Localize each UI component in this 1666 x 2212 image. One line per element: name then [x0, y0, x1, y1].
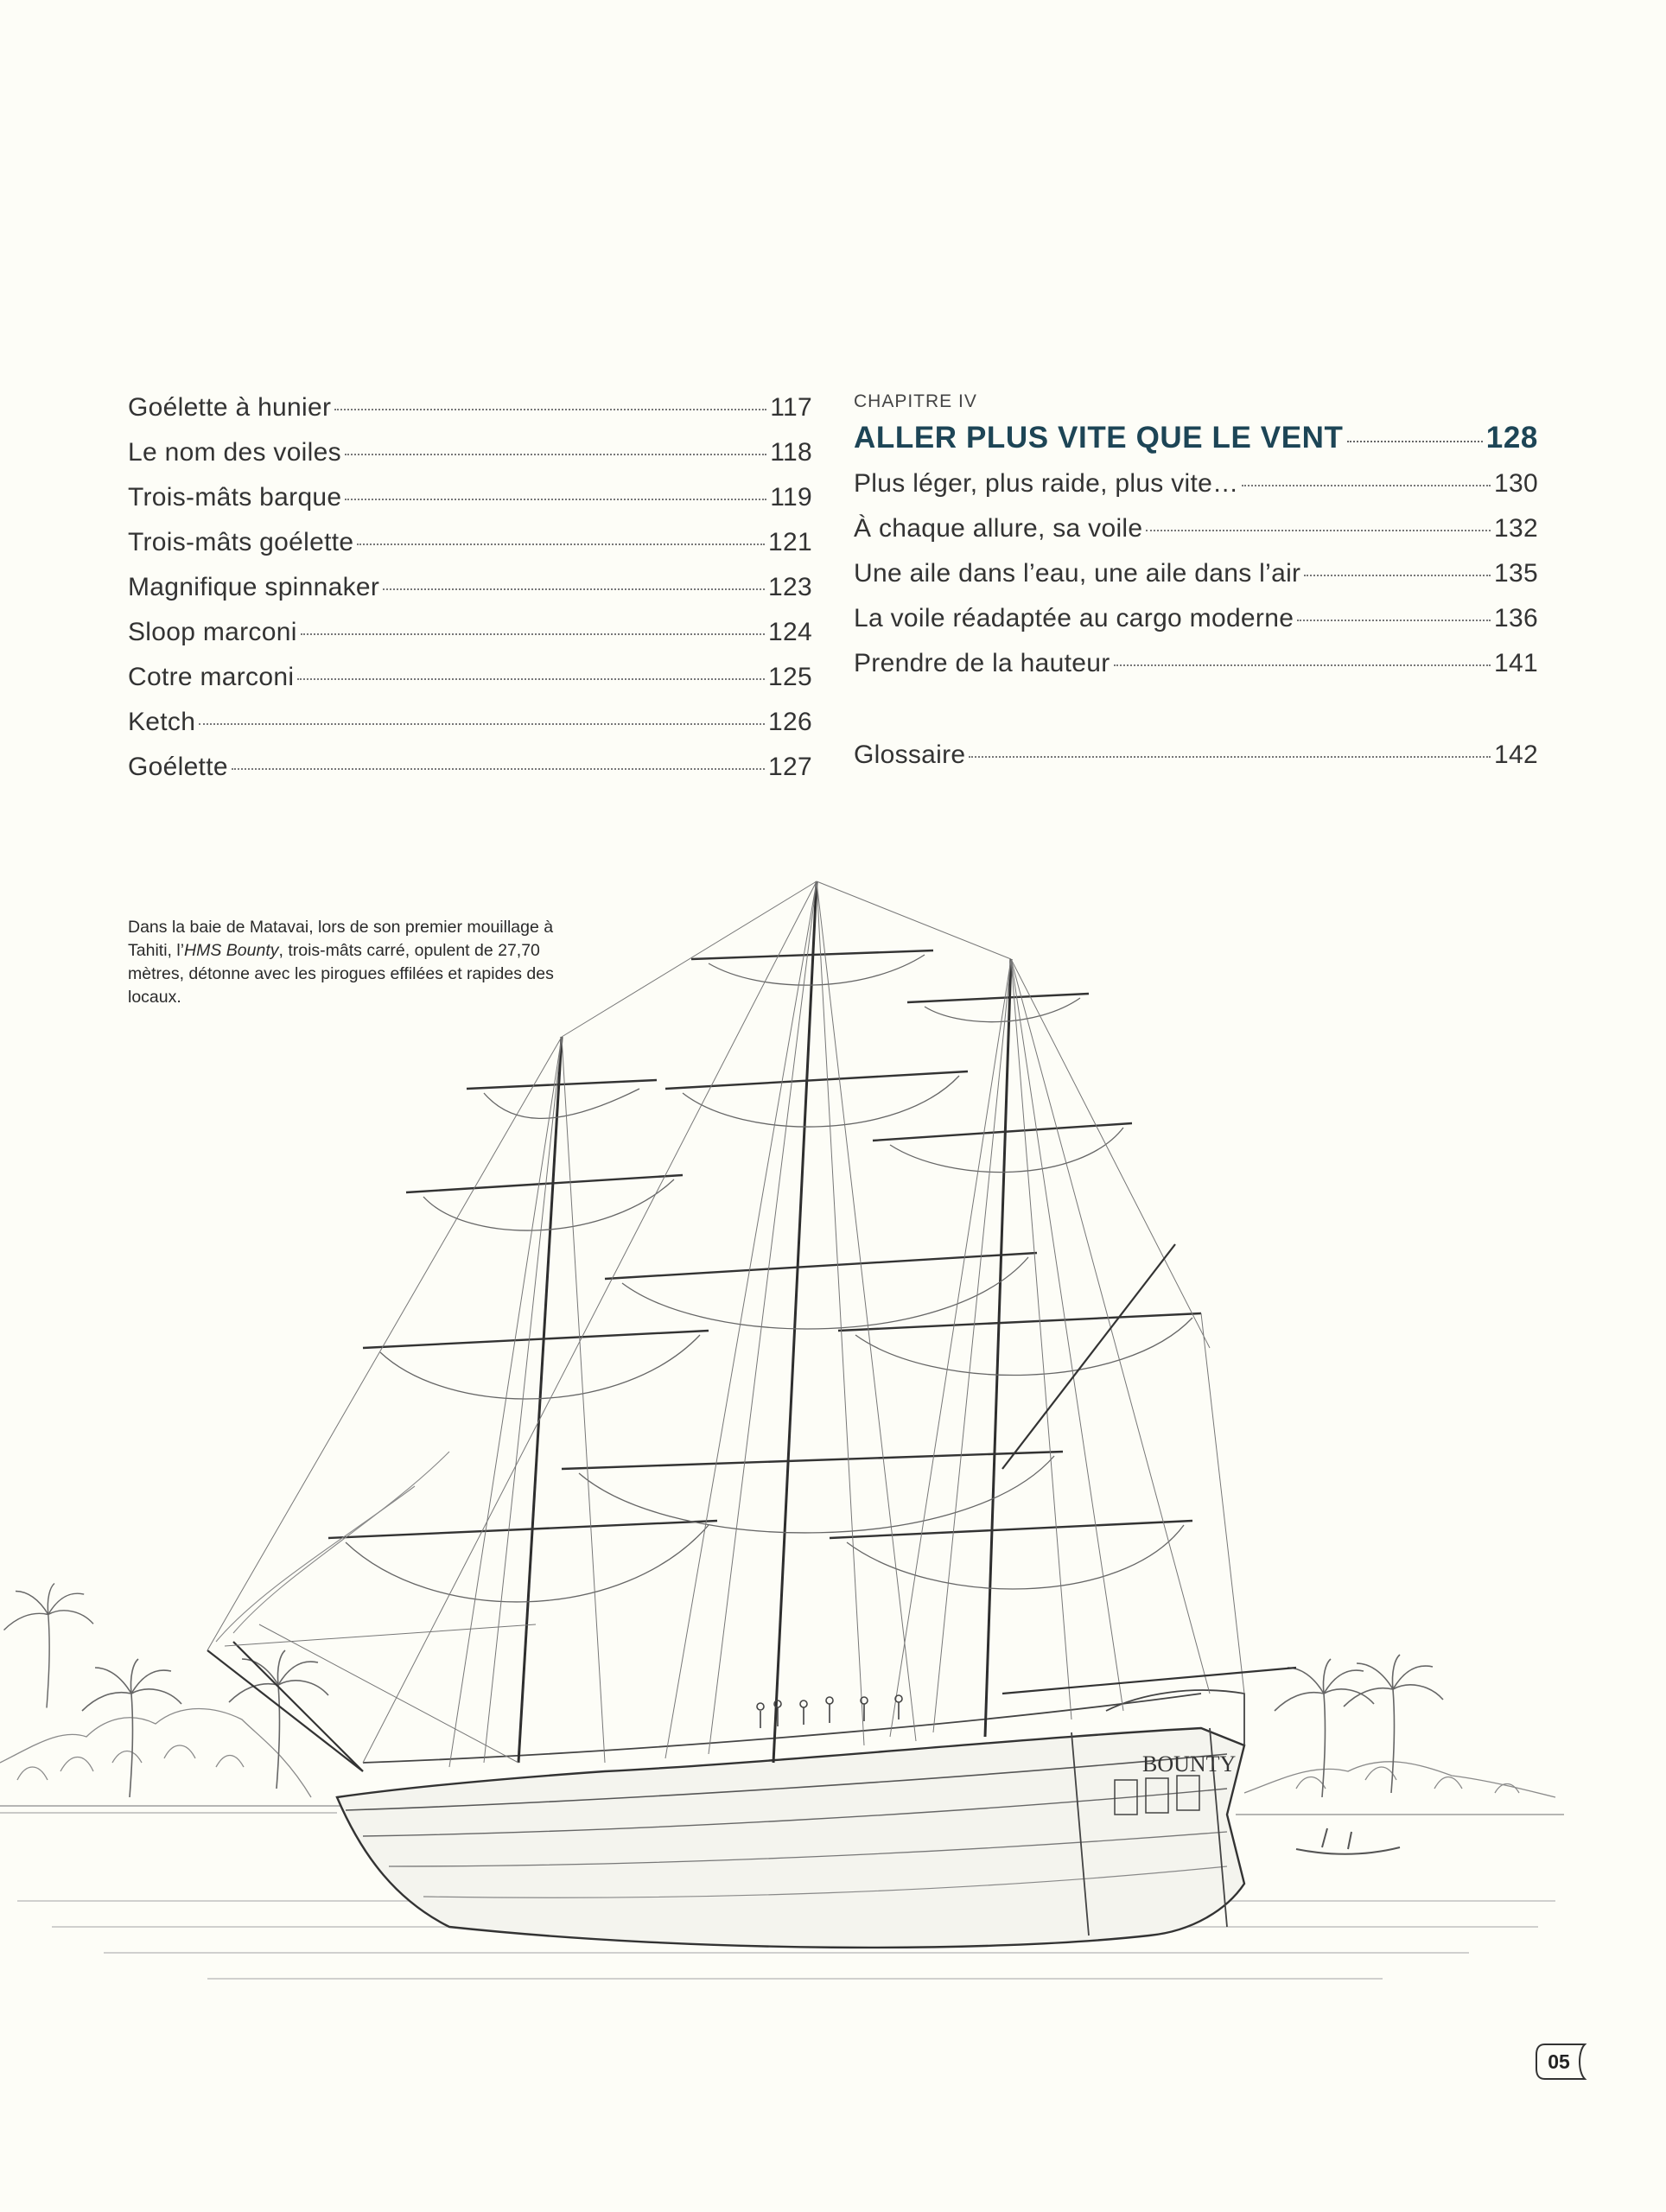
- toc-entry-label: Une aile dans l’eau, une aile dans l’air: [854, 559, 1301, 588]
- toc-entry[interactable]: [128, 618, 812, 663]
- toc-entry-page: 132: [1494, 514, 1538, 543]
- toc-entry-page: 130: [1494, 469, 1538, 498]
- toc-left-column: [128, 393, 812, 798]
- toc-entry[interactable]: [854, 604, 1538, 649]
- toc-entry-label: Le nom des voiles: [128, 438, 341, 467]
- toc-right-column: [854, 393, 1538, 785]
- toc-entry[interactable]: [128, 438, 812, 483]
- chapter-title: ALLER PLUS VITE QUE LE VENT: [854, 421, 1344, 454]
- toc-entry[interactable]: [854, 649, 1538, 694]
- ship-hull: [337, 1690, 1244, 1948]
- leader-dots: [1146, 530, 1491, 531]
- toc-entry-label: Prendre de la hauteur: [854, 649, 1110, 677]
- shore-foliage-left: [0, 1709, 346, 1814]
- shore-foliage-right: [1236, 1762, 1564, 1815]
- leader-dots: [357, 543, 765, 545]
- illustration-caption: [128, 916, 560, 1009]
- ship-illustration: [0, 864, 1666, 2108]
- toc-entry-page: 126: [768, 708, 812, 736]
- leader-dots: [1297, 620, 1491, 621]
- page-number-badge: [1535, 2043, 1588, 2081]
- toc-entry-page: 117: [770, 393, 812, 422]
- caption-text: , trois-mâts carré, opulent de 27,70 mètres, détonne avec les pirogues effilées et rapides des locaux.: [128, 941, 554, 1007]
- toc-spacer: [854, 694, 1538, 741]
- ship-name-lettering: BOUNTY: [1142, 1751, 1237, 1777]
- leader-dots: [199, 723, 765, 725]
- toc-entry[interactable]: [128, 663, 812, 708]
- leader-dots: [297, 678, 765, 680]
- toc-entry-label: La voile réadaptée au cargo moderne: [854, 604, 1294, 632]
- toc-entry-page: 121: [768, 528, 812, 556]
- leader-dots: [383, 588, 765, 590]
- caption-text: Dans la baie de Matavai, lors de son premier mouillage à Tahiti, l’: [128, 918, 554, 960]
- leader-dots: [345, 454, 766, 455]
- toc-entry-label: Plus léger, plus raide, plus vite…: [854, 469, 1239, 498]
- toc-entry-label: Goélette: [128, 753, 228, 781]
- palm-tree: [4, 1584, 94, 1708]
- chapter-heading[interactable]: [854, 421, 1538, 469]
- toc-entry-page: 142: [1494, 741, 1538, 769]
- toc-entry-label: Magnifique spinnaker: [128, 573, 380, 601]
- leader-dots: [345, 499, 766, 500]
- leader-dots: [232, 768, 765, 770]
- toc-entry-label: Trois-mâts goélette: [128, 528, 354, 556]
- caption-ship-name: HMS Bounty: [184, 941, 279, 960]
- leader-dots: [301, 633, 765, 635]
- toc-entry-page: 125: [768, 663, 812, 691]
- leader-dots: [334, 409, 766, 410]
- toc-entry-page: 123: [768, 573, 812, 601]
- page-number: 05: [1548, 2050, 1570, 2073]
- toc-entry-label: Trois-mâts barque: [128, 483, 342, 512]
- leader-dots: [1304, 575, 1491, 576]
- toc-entry-label: Cotre marconi: [128, 663, 295, 691]
- ship-masts: [518, 881, 1011, 1763]
- toc-entry[interactable]: [128, 708, 812, 753]
- toc-entry[interactable]: [128, 393, 812, 438]
- chapter-page: 128: [1485, 421, 1538, 454]
- toc-entry-page: 141: [1494, 649, 1538, 677]
- toc-entry[interactable]: [128, 573, 812, 618]
- toc-entry[interactable]: [128, 753, 812, 798]
- leader-dots: [1242, 485, 1491, 486]
- toc-entry-page: 119: [770, 483, 812, 512]
- toc-entry-page: 127: [768, 753, 812, 781]
- ship-sails: [346, 955, 1192, 1602]
- toc-entry-label: À chaque allure, sa voile: [854, 514, 1143, 543]
- toc-entry-label: Ketch: [128, 708, 196, 736]
- toc-entry-page: 118: [770, 438, 812, 467]
- leader-dots: [1114, 664, 1491, 666]
- toc-entry-page: 135: [1494, 559, 1538, 588]
- bowsprit: [207, 1642, 363, 1771]
- toc-entry[interactable]: [854, 559, 1538, 604]
- toc-entry-page: 124: [768, 618, 812, 646]
- toc-entry[interactable]: [128, 483, 812, 528]
- toc-entry-glossary[interactable]: [854, 741, 1538, 785]
- toc-entry[interactable]: [854, 469, 1538, 514]
- toc-entry-label: Goélette à hunier: [128, 393, 332, 422]
- toc-entry[interactable]: [128, 528, 812, 573]
- ship-rigging: [207, 881, 1244, 1767]
- leader-dots: [1347, 441, 1483, 442]
- palm-tree: [1344, 1655, 1443, 1793]
- toc-entry-label: Glossaire: [854, 741, 966, 769]
- toc-entry-label: Sloop marconi: [128, 618, 297, 646]
- pirogue-sketch: [1296, 1828, 1400, 1854]
- jib-sails: [216, 1452, 449, 1642]
- leader-dots: [969, 756, 1491, 758]
- ship-yards: [328, 950, 1201, 1538]
- chapter-kicker: CHAPITRE IV: [854, 391, 977, 411]
- toc-entry[interactable]: [854, 514, 1538, 559]
- palm-tree: [229, 1650, 328, 1789]
- deck-figures: [757, 1695, 902, 1728]
- toc-entry-page: 136: [1494, 604, 1538, 632]
